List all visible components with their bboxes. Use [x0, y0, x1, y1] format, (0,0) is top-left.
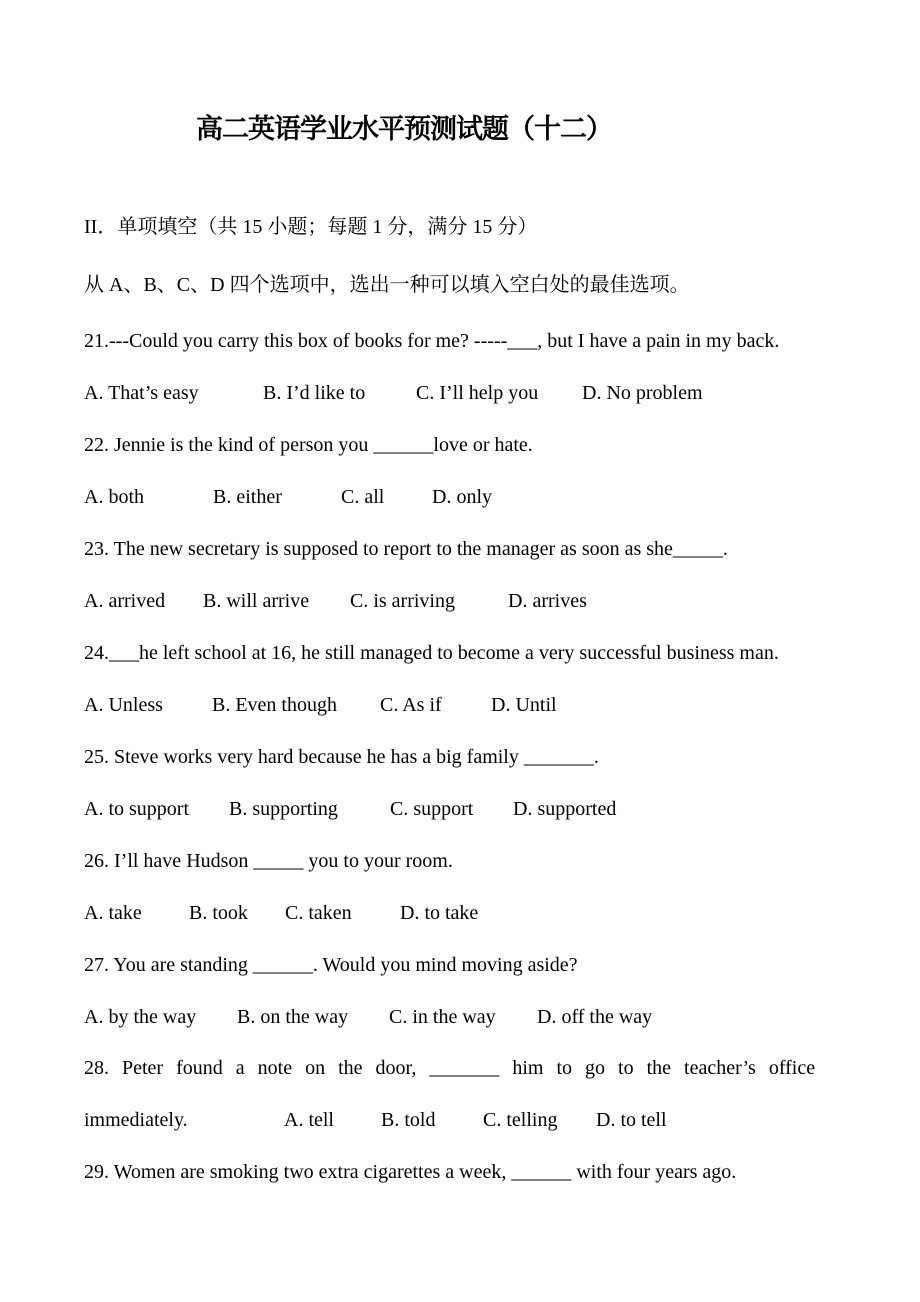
option: A. take — [84, 902, 142, 924]
question-stem: 23. The new secretary is supposed to report to the manager as soon as she_____. — [84, 538, 728, 560]
question-stem: 24.___he left school at 16, he still managed to become a very successful business man. — [84, 642, 779, 664]
question-stem: 25. Steve works very hard because he has a big family _______. — [84, 746, 599, 768]
option: A. That’s easy — [84, 382, 199, 404]
option: D. Until — [491, 694, 557, 716]
option: C. support — [390, 798, 474, 820]
option: A. by the way — [84, 1006, 197, 1028]
option: B. supporting — [229, 798, 338, 820]
option: C. telling — [483, 1109, 558, 1131]
question-stem: 29. Women are smoking two extra cigarettes a week, ______ with four years ago. — [84, 1161, 737, 1183]
option: A. both — [84, 486, 144, 508]
option: D. supported — [513, 798, 617, 820]
option: A. to support — [84, 798, 189, 820]
option: A. tell — [284, 1109, 334, 1131]
option: D. arrives — [508, 590, 587, 612]
question-stem: 22. Jennie is the kind of person you ______love or hate. — [84, 434, 533, 456]
option: C. I’ll help you — [416, 382, 539, 404]
option: D. to take — [400, 902, 479, 924]
option: D. to tell — [596, 1109, 667, 1131]
option: C. taken — [285, 902, 352, 924]
question-stem: 26. I’ll have Hudson _____ you to your room. — [84, 850, 453, 872]
option: B. took — [189, 902, 248, 924]
question-stem: 27. You are standing ______. Would you mind moving aside? — [84, 954, 578, 976]
option: A. Unless — [84, 694, 163, 716]
option: B. either — [213, 486, 282, 508]
option: C. all — [341, 486, 385, 508]
question-stem: 28. Peter found a note on the door, _______ him to go to the teacher’s office — [84, 1057, 816, 1079]
option: B. Even though — [212, 694, 337, 716]
option: A. arrived — [84, 590, 166, 612]
question-stem: 21.---Could you carry this box of books for me? -----___, but I have a pain in my back. — [84, 330, 780, 352]
option: C. in the way — [389, 1006, 496, 1028]
instruction: 从 A、B、C、D 四个选项中，选出一种可以填入空白处的最佳选项。 — [84, 274, 690, 296]
option: D. only — [432, 486, 492, 508]
page-title: 高二英语学业水平预测试题（十二） — [196, 114, 612, 145]
option: B. on the way — [237, 1006, 349, 1028]
section-heading: II．单项填空（共 15 小题；每题 1 分，满分 15 分） — [84, 216, 538, 238]
option: D. No problem — [582, 382, 703, 404]
option: C. As if — [380, 694, 442, 716]
option: D. off the way — [537, 1006, 653, 1028]
question-stem-continued: immediately. — [84, 1109, 188, 1131]
option: B. I’d like to — [263, 382, 366, 404]
option: B. will arrive — [203, 590, 310, 612]
option: C. is arriving — [350, 590, 455, 612]
option: B. told — [381, 1109, 436, 1131]
